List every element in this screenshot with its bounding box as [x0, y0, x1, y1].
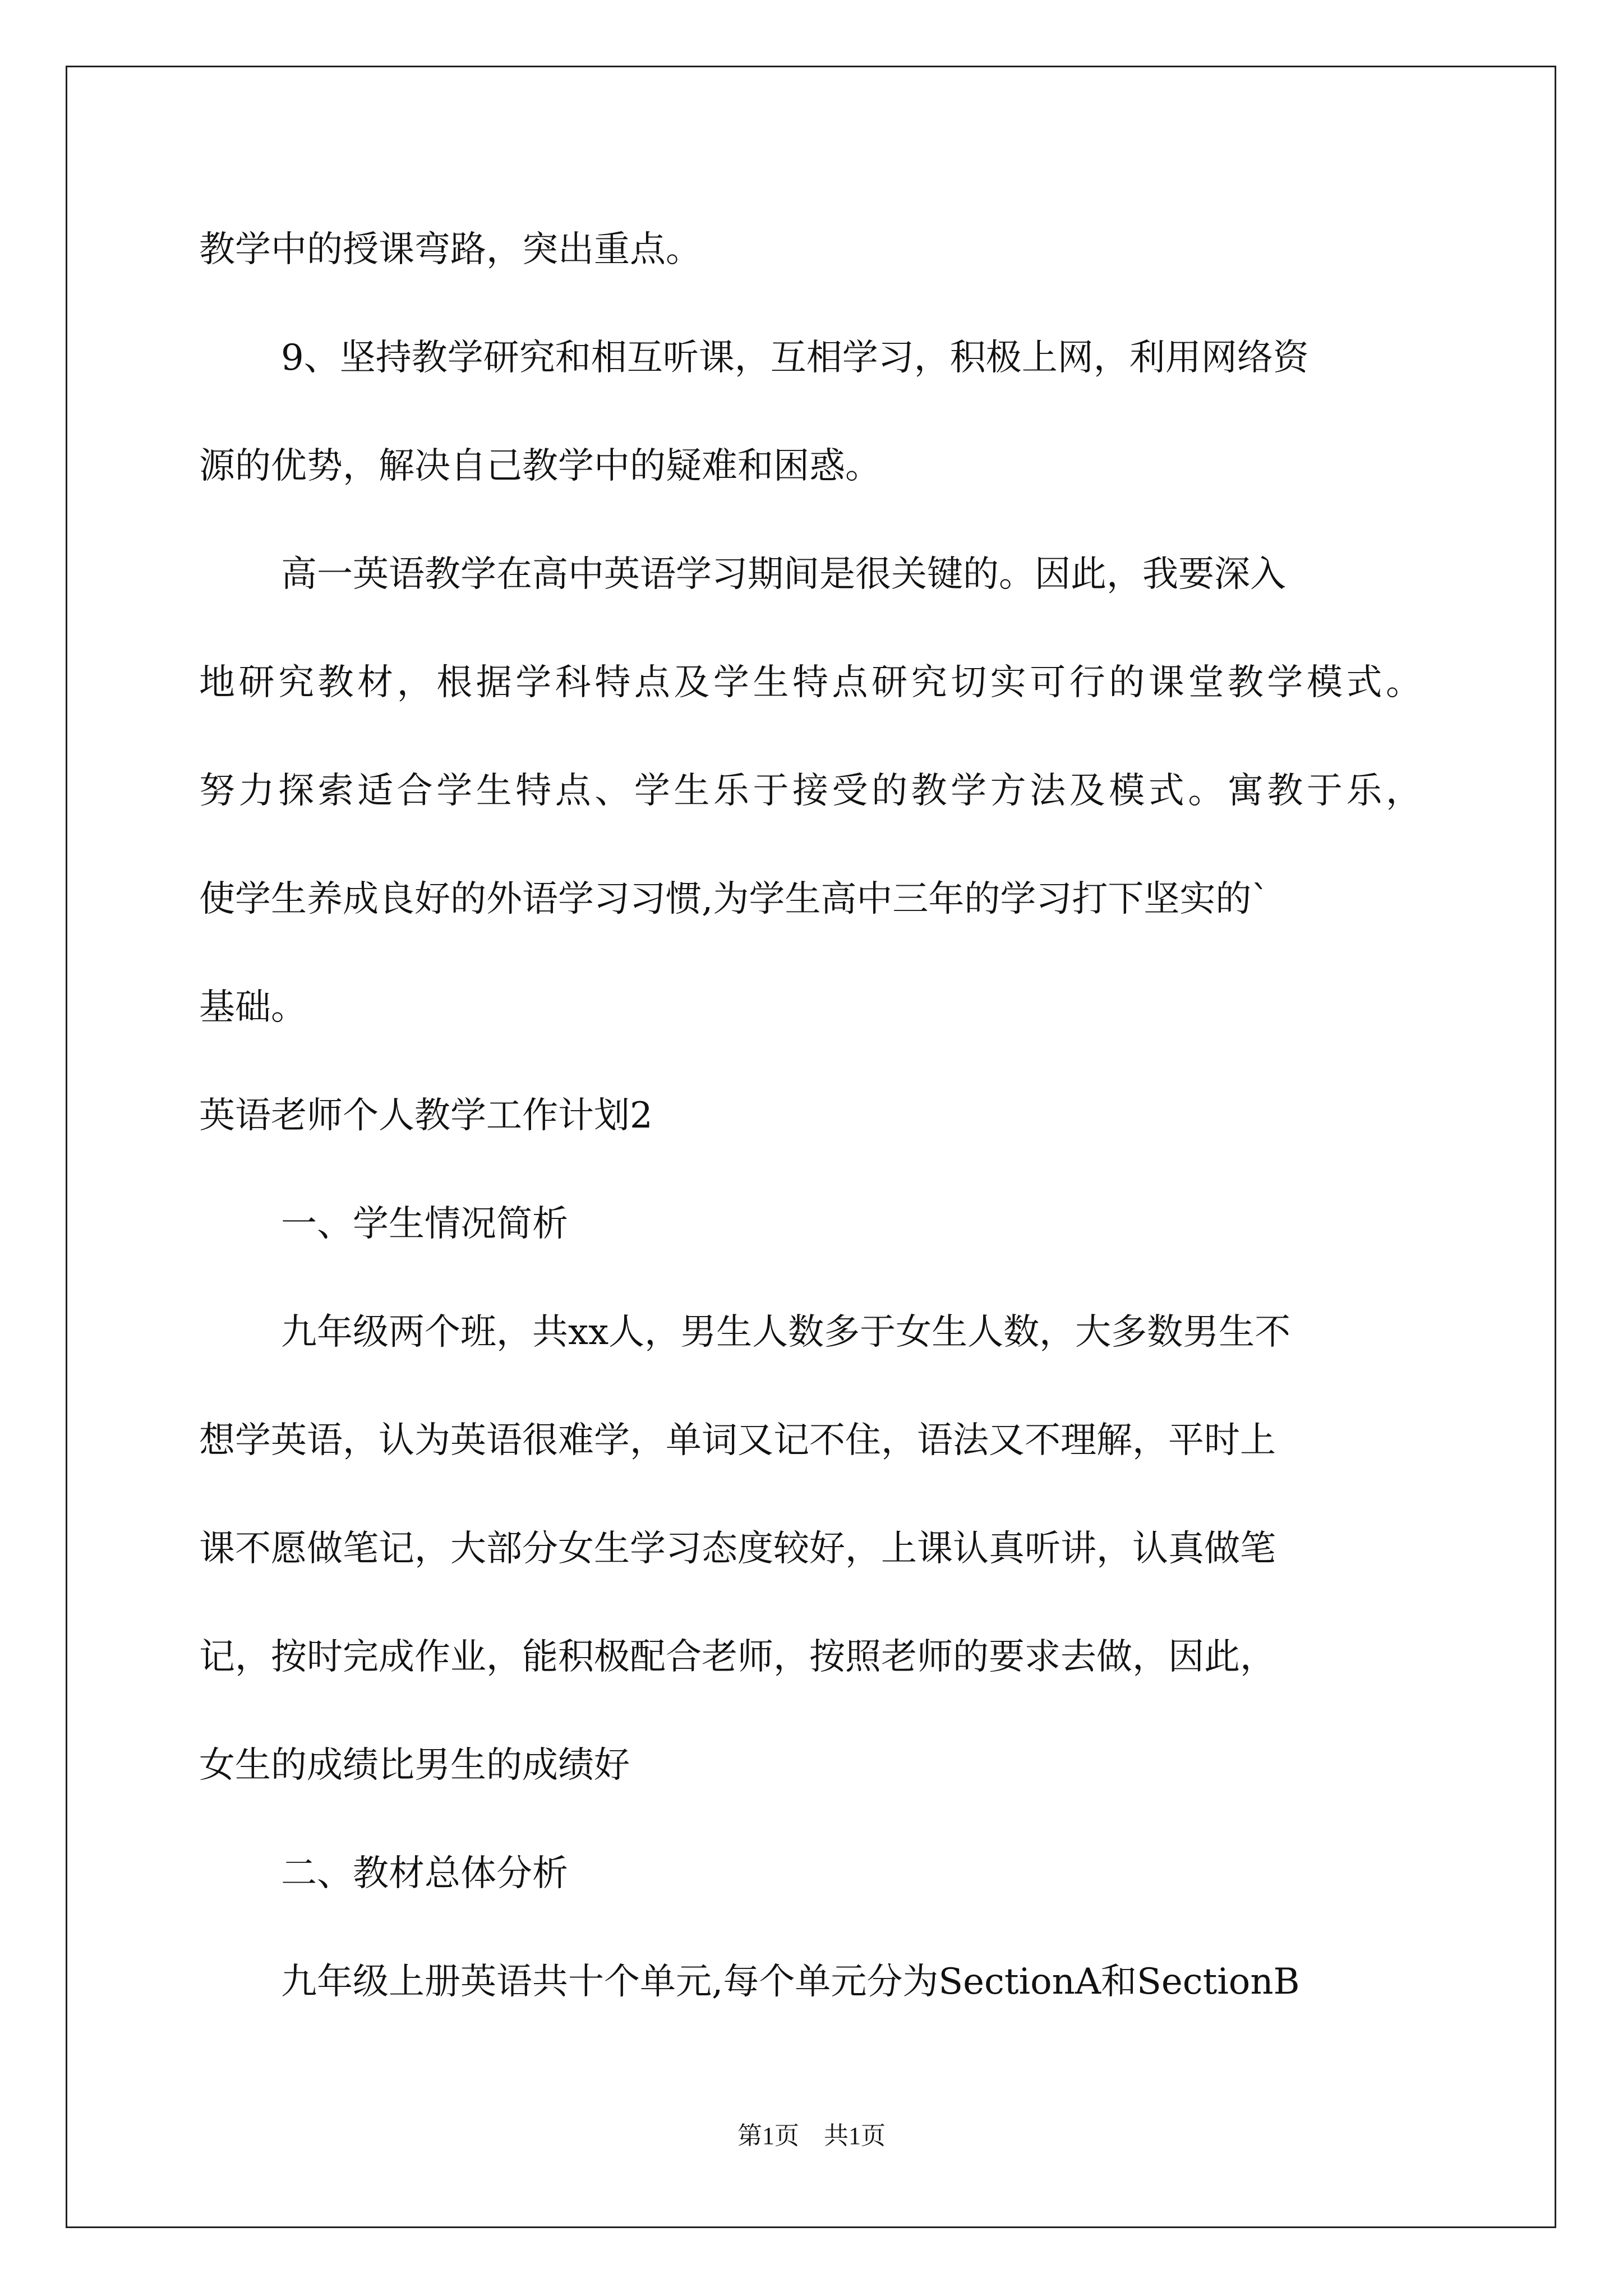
text-line: 高一英语教学在高中英语学习期间是很关键的。因此，我要深入 [281, 554, 1286, 595]
text-line: 九年级两个班，共xx人，男生人数多于女生人数，大多数男生不 [281, 1312, 1291, 1353]
text-line: 想学英语，认为英语很难学，单词又记不住，语法又不理解，平时上 [199, 1420, 1276, 1461]
text-line: 源的优势，解决自己教学中的疑难和困惑。 [199, 445, 881, 487]
text-line: 九年级上册英语共十个单元,每个单元分为SectionA和SectionB [281, 1961, 1300, 2003]
text-line: 教学中的授课弯路，突出重点。 [199, 229, 702, 270]
section-heading: 一、学生情况简析 [281, 1203, 568, 1245]
text-line: 地研究教材，根据学科特点及学生特点研究切实可行的课堂教学模式。 [199, 662, 1422, 703]
text-line: 女生的成绩比男生的成绩好 [199, 1745, 630, 1786]
text-line: 努力探索适合学生特点、学生乐于接受的教学方法及模式。寓教于乐， [199, 770, 1422, 812]
text-line: 基础。 [199, 987, 307, 1028]
text-line: 记，按时完成作业，能积极配合老师，按照老师的要求去做，因此， [199, 1636, 1276, 1678]
section-heading: 二、教材总体分析 [281, 1853, 568, 1894]
page-border [66, 66, 1556, 2228]
text-line: 使学生养成良好的外语学习习惯,为学生高中三年的学习打下坚实的` [199, 878, 1270, 920]
page-number-footer: 第1页 共1页 [737, 2122, 886, 2150]
text-line: 9、坚持教学研究和相互听课，互相学习，积极上网，利用网络资 [281, 337, 1309, 379]
text-line: 课不愿做笔记，大部分女生学习态度较好，上课认真听讲，认真做笔 [199, 1528, 1276, 1570]
section-title: 英语老师个人教学工作计划2 [199, 1095, 653, 1137]
